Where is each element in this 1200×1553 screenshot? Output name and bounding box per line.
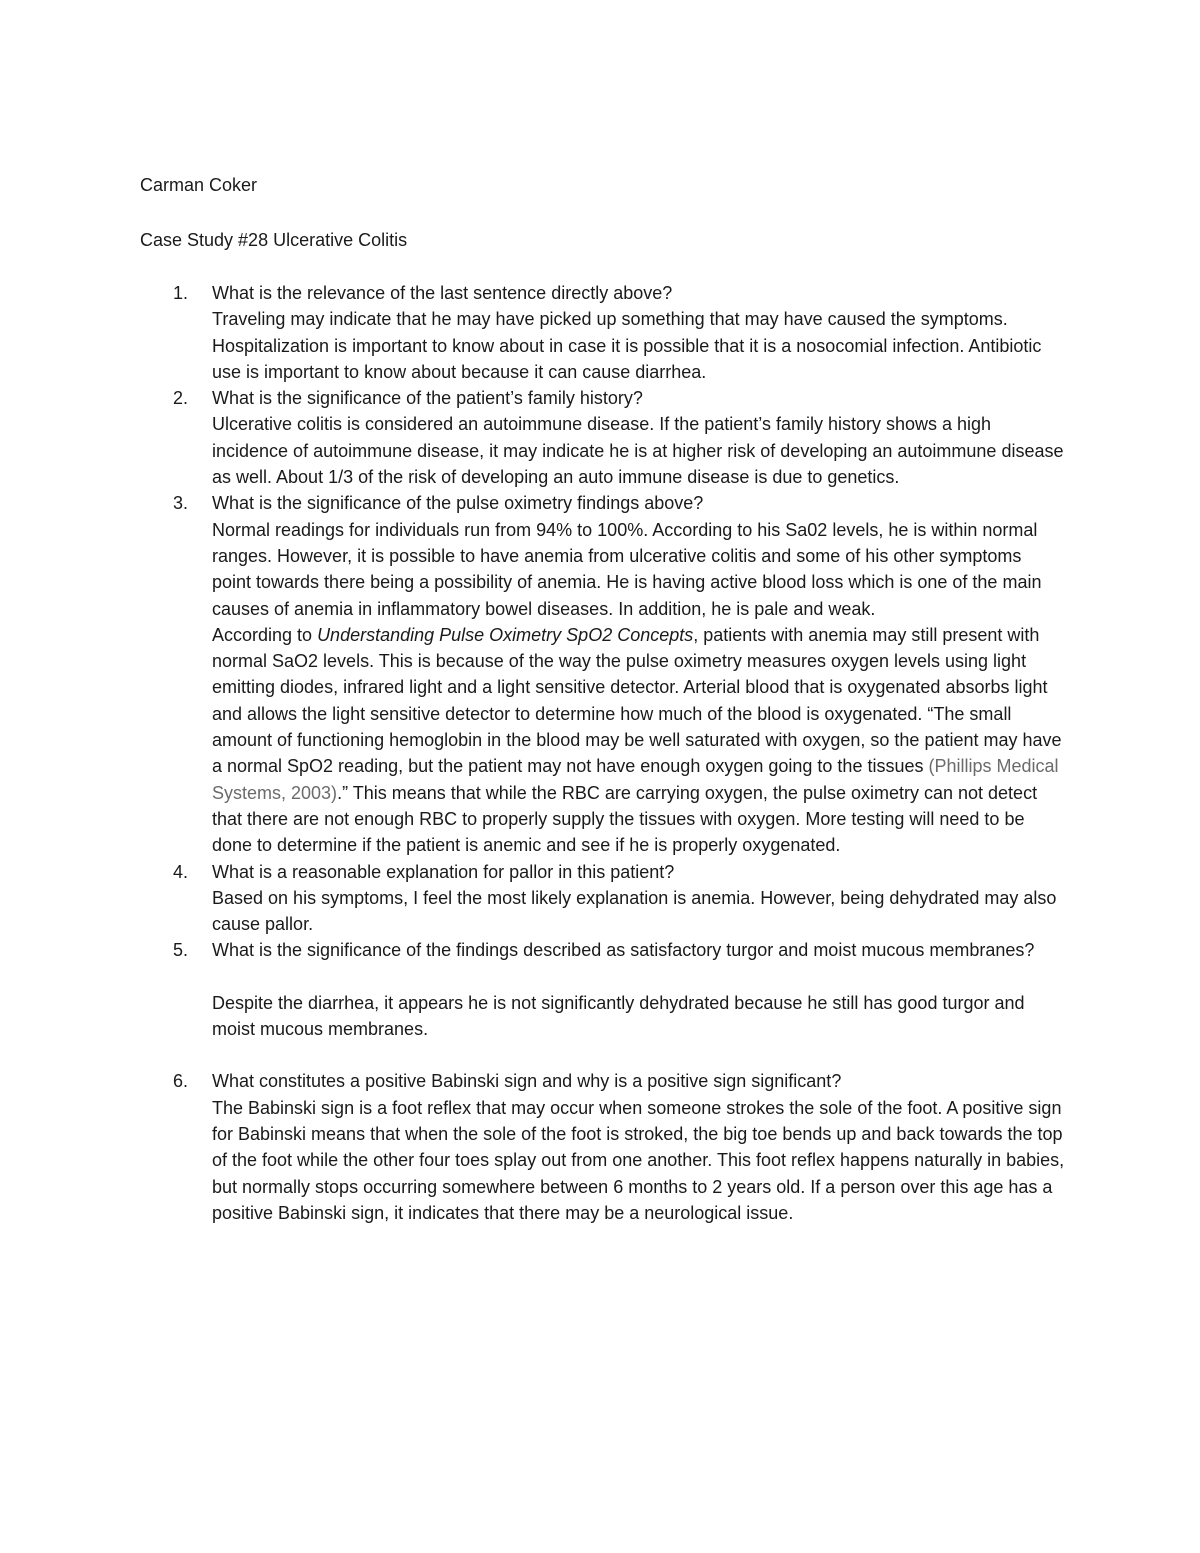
question-number: 4. [173,861,189,882]
question-text: What is the significance of the pulse oximetry findings above? [212,493,704,514]
question-text: What constitutes a positive Babinski sign and why is a positive sign significant? [212,1071,842,1092]
question-item-2 [140,385,1065,490]
question-number: 3. [173,493,189,514]
question-number: 5. [173,940,189,961]
answer-text: The Babinski sign is a foot reflex that may occur when someone strokes the sole of the foot. A positive sign for Babinski means that when the sole of the foot is stroked, the big toe bends up and back towards the top of the foot while the other four toes splay out from one another. This foot reflex happens naturally in babies, but normally stops occurring somewhere between 6 months to 2 years old. If a person over this age has a positive Babinski sign, it indicates that there may be a neurological issue. [212,1097,1065,1223]
answer-text: Ulcerative colitis is considered an autoimmune disease. If the patient’s family history shows a high incidence of autoimmune disease, it may indicate he is at higher risk of developing an autoimmune disease as well. About 1/3 of the risk of developing an auto immune disease is due to genetics. [212,414,1064,488]
answer-text: Normal readings for individuals run from 94% to 100%. According to his Sa02 levels, he is within normal ranges. However, it is possible to have anemia from ulcerative colitis and some of his other symptoms point towards there being a possibility of anemia. He is having active blood loss which is one of the main causes of anemia in inflammatory bowel diseases. In addition, he is pale and weak. [212,519,1042,619]
question-number: 1. [173,283,189,303]
answer-text-continued [212,622,1065,859]
question-number: 6. [173,1071,189,1092]
cited-source-title: Understanding Pulse Oximetry SpO2 Concepts [317,624,694,645]
document-title: Case Study #28 Ulcerative Colitis [140,230,408,250]
question-list [140,280,1065,1226]
author-name: Carman Coker [140,175,258,195]
question-item-5 [140,937,1065,1042]
answer-text: Despite the diarrhea, it appears he is not significantly dehydrated because he still has good turgor and moist mucous membranes. [212,992,1025,1040]
answer-prefix: According to [212,624,318,645]
answer-text: Based on his symptoms, I feel the most likely explanation is anemia. However, being dehydrated may also cause pallor. [212,887,1057,935]
question-text: What is the relevance of the last sentence directly above? [212,283,673,303]
question-item-6 [140,1068,1065,1226]
question-number: 2. [173,388,189,409]
question-text: What is the significance of the patient’s family history? [212,388,643,409]
answer-end: .” This means that while the RBC are carrying oxygen, the pulse oximetry can not detect that there are not enough RBC to properly supply the tissues with oxygen. More testing will need to be done to determine if the patient is anemic and see if he is properly oxygenated. [212,782,1038,856]
citation: (Phillips Medical Systems, 2003) [212,756,1059,803]
question-item-1 [140,280,1065,385]
answer-body: , patients with anemia may still present with normal SaO2 levels. This is because of the way the pulse oximetry measures oxygen levels using light emitting diodes, infrared light and a light sensitive detector. Arterial blood that is oxygenated absorbs light and allows the light sensitive detector to determine how much of the blood is oxygenated. “The small amount of functioning hemoglobin in the blood may be well saturated with oxygen, so the patient may have a normal SpO2 reading, but the patient may not have enough oxygen going to the tissues [212,624,1062,777]
question-text: What is a reasonable explanation for pallor in this patient? [212,861,675,882]
answer-text: Traveling may indicate that he may have picked up something that may have caused the symptoms. Hospitalization is important to know about in case it is possible that it is a nosocomial infection. Antibiotic use is important to know about because it can cause diarrhea. [212,309,1042,382]
question-text: What is the significance of the findings described as satisfactory turgor and moist mucous membranes? [212,940,1035,961]
question-item-3 [140,490,1065,858]
question-item-4 [140,859,1065,938]
